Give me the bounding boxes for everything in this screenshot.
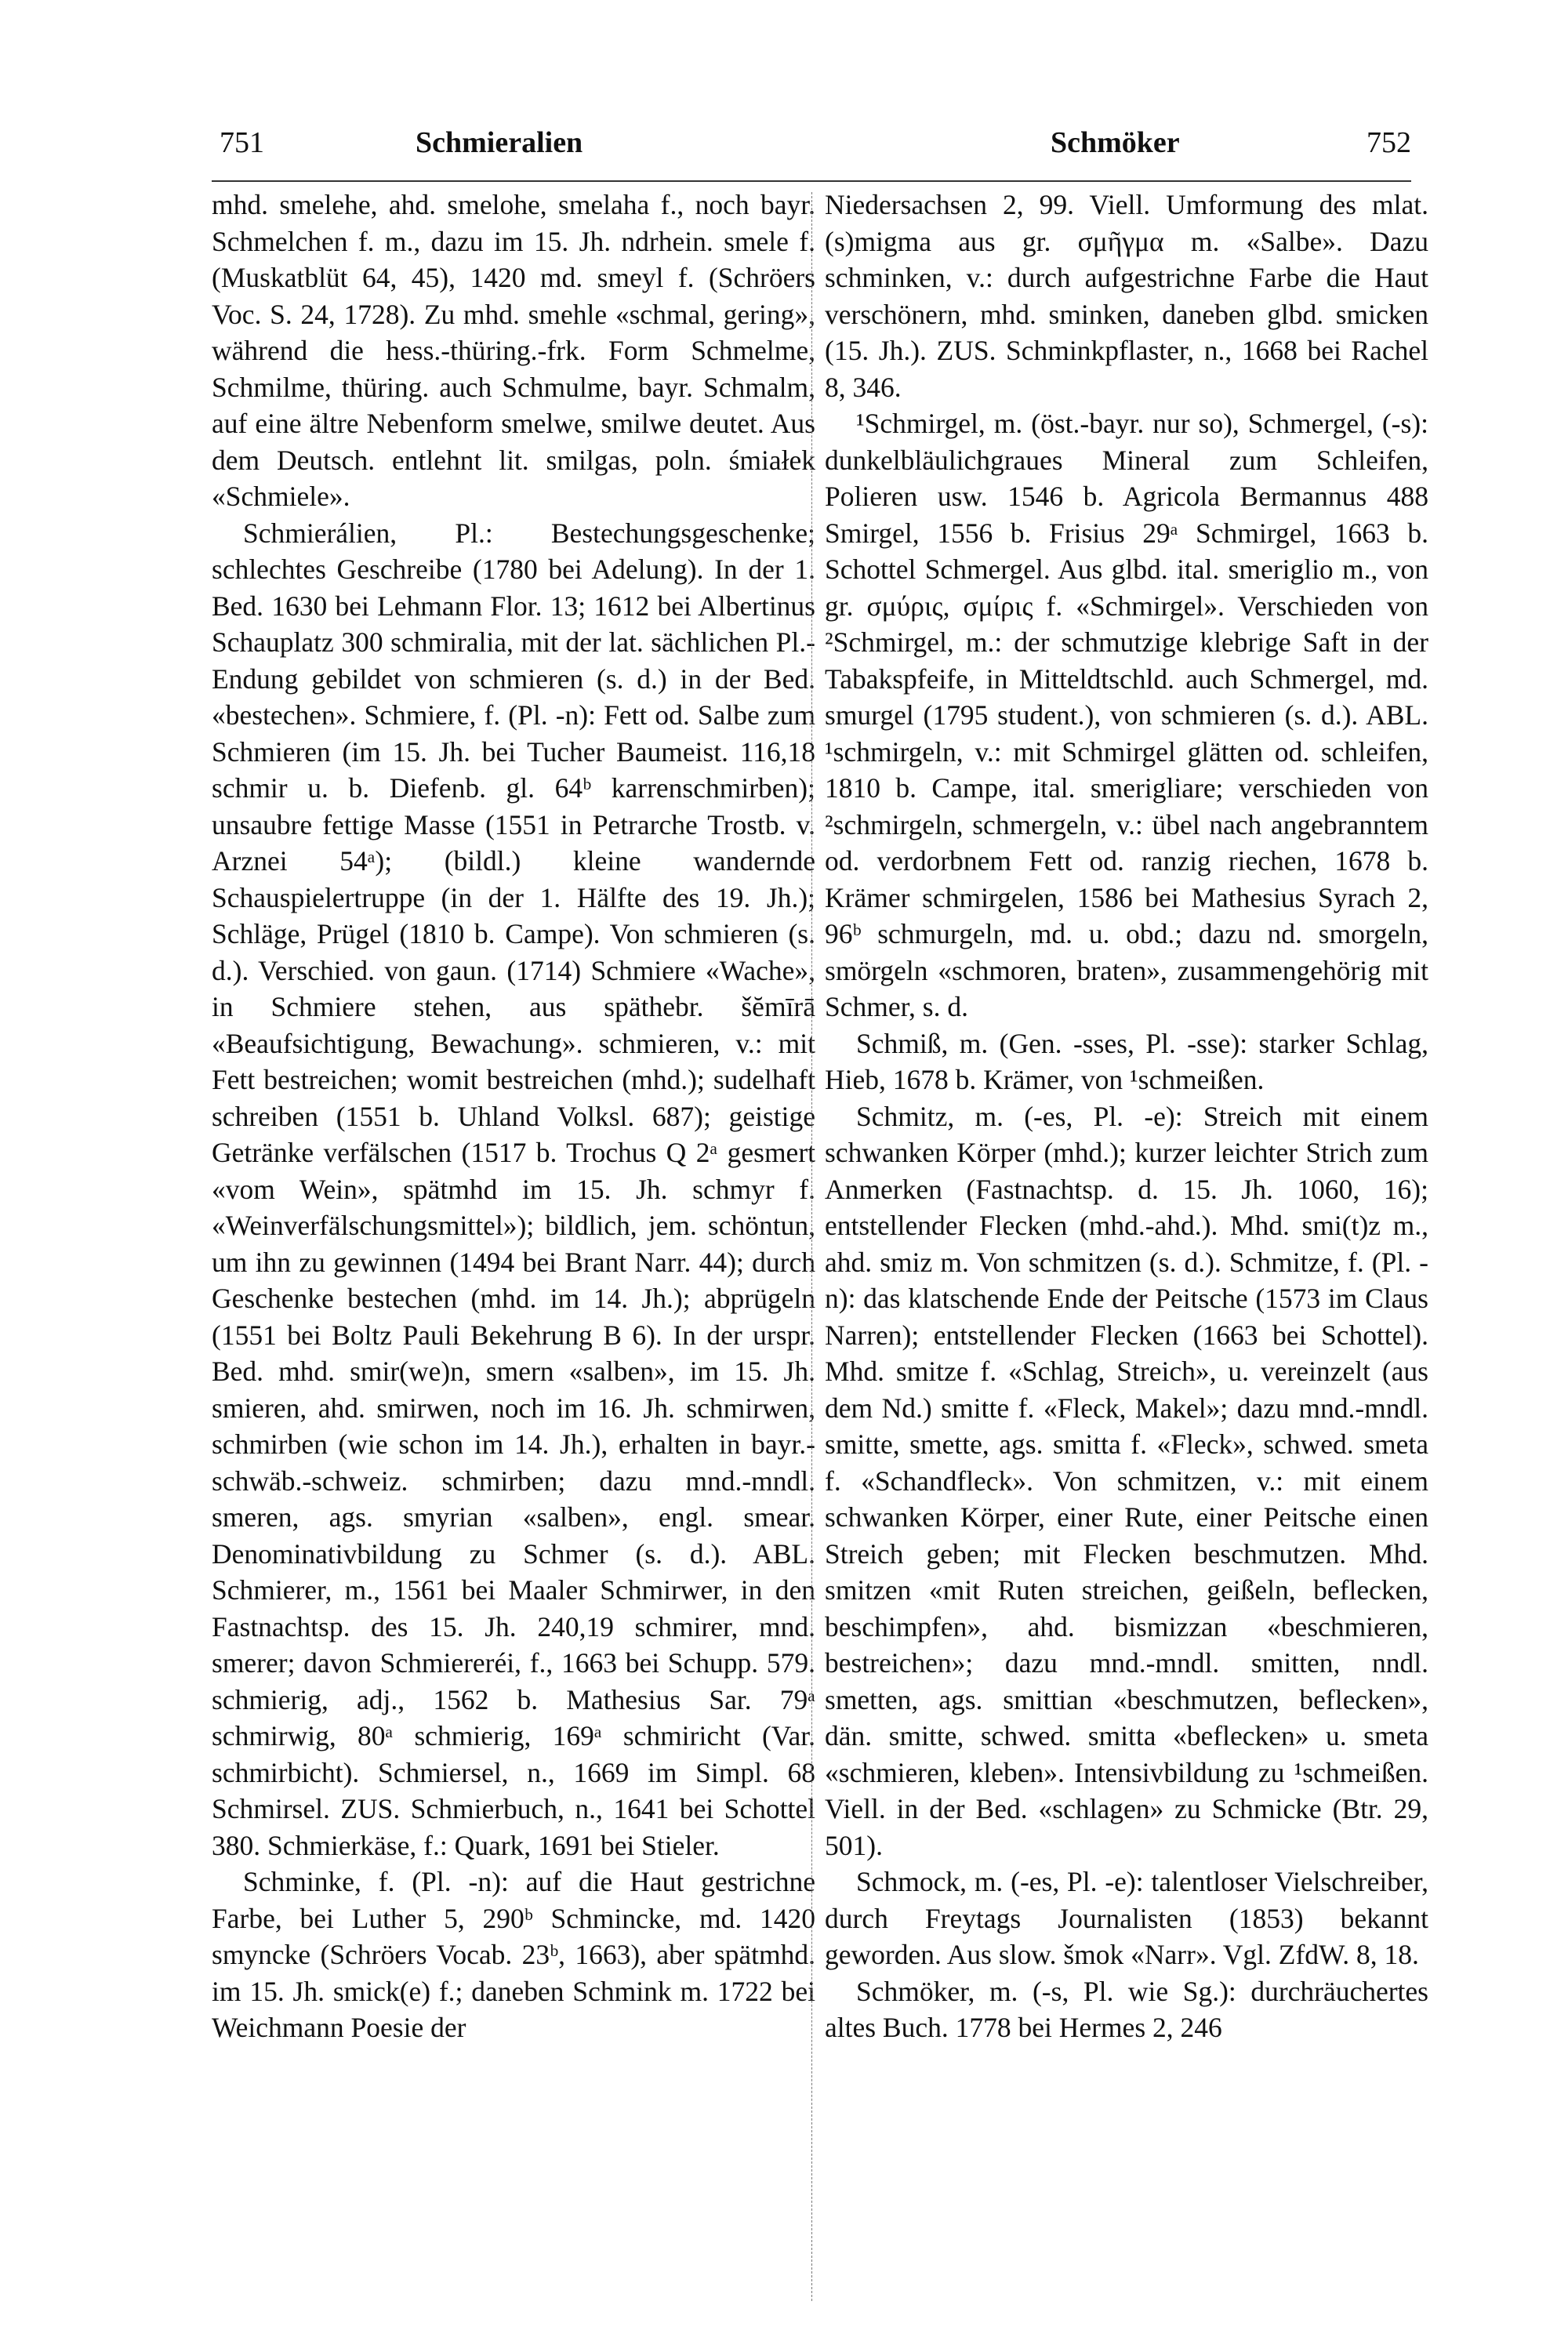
entry-schmoeker: Schmöker, m. (-s, Pl. wie Sg.): durchräuchertes altes Buch. 1778 bei Hermes 2, 246 [825, 1975, 1428, 2043]
column-divider [811, 192, 812, 2301]
right-paragraph-1: Niedersachsen 2, 99. Viell. Umformung des mlat. (s)migma aus gr. σμῆγμα m. «Salbe». Dazu schminken, v.: durch aufgestrichne Farbe die Haut verschönern, mhd. sminken, daneben glbd. smicken (15. Jh.). ZUS. Schminkpflaster, n., 1668 bei Rachel 8, 346. [825, 189, 1428, 403]
right-column [825, 187, 1428, 2046]
left-column [212, 187, 815, 2046]
entry-schminke: Schminke, f. (Pl. -n): auf die Haut gestrichne Farbe, bei Luther 5, 290ᵇ Schmincke, md. 1420 smyncke (Schröers Vocab. 23ᵇ, 1663), aber spätmhd. im 15. Jh. smick(e) f.; daneben Schmink m. 1722 bei Weichmann Poesie der [212, 1866, 815, 2043]
page-number-left: 751 [220, 126, 264, 159]
left-paragraph-1: mhd. smelehe, ahd. smelohe, smelaha f., noch bayr. Schmelchen f. m., dazu im 15. Jh. ndrhein. smele f. (Muskatblüt 64, 45), 1420 md. smeyl f. (Schröers Voc. S. 24, 1728). Zu mhd. smehle «schmal, gering», während die hess.-thüring.-frk. Form Schmelme, Schmilme, thüring. auch Schmulme, bayr. Schmalm, auf eine ältre Nebenform smelwe, smilwe deutet. Aus dem Deutsch. entlehnt lit. smilgas, poln. śmiałek «Schmiele». [212, 189, 815, 512]
entry-schmiss: Schmiß, m. (Gen. -sses, Pl. -sse): starker Schlag, Hieb, 1678 b. Krämer, von ¹schmeißen. [825, 1027, 1428, 1095]
page-header [204, 125, 1411, 180]
header-rule [212, 180, 1411, 182]
page-number-right: 752 [1367, 126, 1411, 159]
entry-schmirgel: ¹Schmirgel, m. (öst.-bayr. nur so), Schmergel, (-s): dunkelbläulichgraues Mineral zum Schleifen, Polieren usw. 1546 b. Agricola Bermannus 488 Smirgel, 1556 b. Frisius 29ᵃ Schmirgel, 1663 b. Schottel Schmergel. Aus glbd. ital. smeriglio m., von gr. σμύρις, σμίρις f. «Schmirgel». Verschieden von ²Schmirgel, m.: der schmutzige klebrige Saft in der Tabakspfeife, in Mitteldtschld. auch Schmergel, md. smurgel (1795 student.), von schmieren (s. d.). ABL. ¹schmirgeln, v.: mit Schmirgel glätten od. schleifen, 1810 b. Campe, ital. smerigliare; verschieden von ²schmirgeln, schmergeln, v.: übel nach angebranntem od. verdorbnem Fett od. ranzig riechen, 1678 b. Krämer schmirgelen, 1586 bei Mathesius Syrach 2, 96ᵇ schmurgeln, md. u. obd.; dazu nd. smorgeln, smörgeln «schmoren, braten», zusammengehörig mit Schmer, s. d. [825, 408, 1428, 1022]
running-headword-left: Schmieralien [416, 126, 583, 159]
entry-schmieralien: Schmierálien, Pl.: Bestechungsgeschenke; schlechtes Geschreibe (1780 bei Adelung). In der 1. Bed. 1630 bei Lehmann Flor. 13; 1612 bei Albertinus Schauplatz 300 schmiralia, mit der lat. sächlichen Pl.-Endung gebildet von schmieren (s. d.) in der Bed. «bestechen». Schmiere, f. (Pl. -n): Fett od. Salbe zum Schmieren (im 15. Jh. bei Tucher Baumeist. 116,18 schmir u. b. Diefenb. gl. 64ᵇ karrenschmirben); unsaubre fettige Masse (1551 in Petrarche Trostb. v. Arznei 54ᵃ); (bildl.) kleine wandernde Schauspielertruppe (in der 1. Hälfte des 19. Jh.); Schläge, Prügel (1810 b. Campe). Von schmieren (s. d.). Verschied. von gaun. (1714) Schmiere «Wache», in Schmiere stehen, aus späthebr. šĕmīrā «Beaufsichtigung, Bewachung». schmieren, v.: mit Fett bestreichen; womit bestreichen (mhd.); sudelhaft schreiben (1551 b. Uhland Volksl. 687); geistige Getränke verfälschen (1517 b. Trochus Q 2ᵃ gesmert «vom Wein», spätmhd im 15. Jh. schmyr f. «Weinverfälschungsmittel»); bildlich, jem. schöntun, um ihn zu gewinnen (1494 bei Brant Narr. 44); durch Geschenke bestechen (mhd. im 14. Jh.); abprügeln (1551 bei Boltz Pauli Bekehrung B 6). In der urspr. Bed. mhd. smir(we)n, smern «salben», im 15. Jh. smieren, ahd. smirwen, noch im 16. Jh. schmirwen, schmirben (wie schon im 14. Jh.), erhalten in bayr.-schwäb.-schweiz. schmirben; dazu mnd.-mndl. smeren, ags. smyrian «salben», engl. smear. Denominativbildung zu Schmer (s. d.). ABL. Schmierer, m., 1561 bei Maaler Schmirwer, in den Fastnachtsp. des 15. Jh. 240,19 schmirer, mnd. smerer; davon Schmiereréi, f., 1663 bei Schupp. 579. schmierig, adj., 1562 b. Mathesius Sar. 79ᵃ schmirwig, 80ᵃ schmierig, 169ᵃ schmiricht (Var. schmirbicht). Schmiersel, n., 1669 im Simpl. 68 Schmirsel. ZUS. Schmierbuch, n., 1641 bei Schottel 380. Schmierkäse, f.: Quark, 1691 bei Stieler. [212, 517, 815, 1861]
running-headword-right: Schmöker [1051, 126, 1180, 159]
entry-schmock: Schmock, m. (-es, Pl. -e): talentloser Vielschreiber, durch Freytags Journalisten (1853) bekannt geworden. Aus slow. šmok «Narr». Vgl. ZfdW. 8, 18. [825, 1866, 1428, 1970]
entry-schmitz: Schmitz, m. (-es, Pl. -e): Streich mit einem schwanken Körper (mhd.); kurzer leichter Strich zum Anmerken (Fastnachtsp. d. 15. Jh. 1060, 16); entstellender Flecken (mhd.-ahd.). Mhd. smi(t)z m., ahd. smiz m. Von schmitzen (s. d.). Schmitze, f. (Pl. -n): das klatschende Ende der Peitsche (1573 im Claus Narren); entstellender Flecken (1663 bei Schottel). Mhd. smitze f. «Schlag, Streich», u. vereinzelt (aus dem Nd.) smitte f. «Fleck, Makel»; dazu mnd.-mndl. smitte, smette, ags. smitta f. «Fleck», schwed. smeta f. «Schandfleck». Von schmitzen, v.: mit einem schwanken Körper, einer Rute, einer Peitsche einen Streich geben; mit Flecken beschmutzen. Mhd. smitzen «mit Ruten streichen, geißeln, beflecken, beschimpfen», ahd. bismizzan «beschmieren, bestreichen»; dazu mnd.-mndl. smitten, nndl. smetten, ags. smittian «beschmutzen, beflecken», dän. smitte, schwed. smitta «beflecken» u. smeta «schmieren, kleben». Intensivbildung zu ¹schmeißen. Viell. in der Bed. «schlagen» zu Schmicke (Btr. 29, 501). [825, 1100, 1428, 1861]
